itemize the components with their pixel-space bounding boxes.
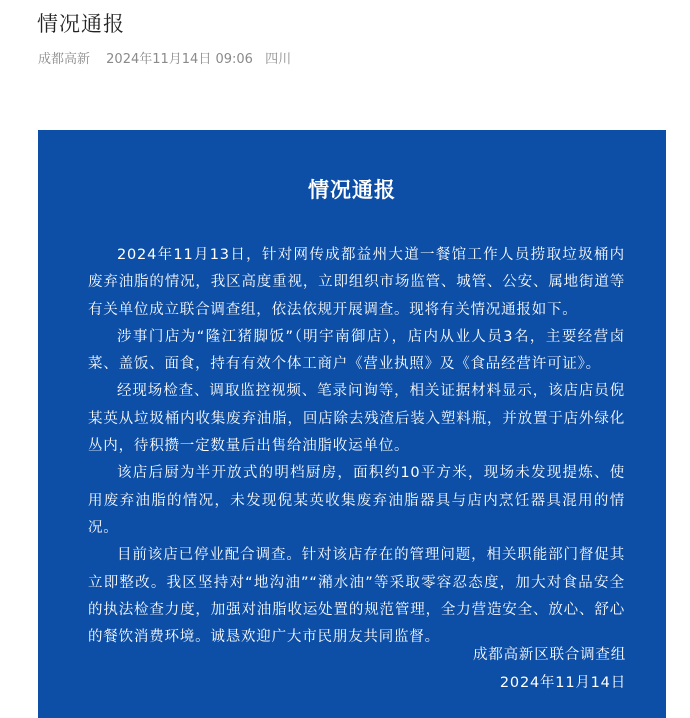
notice-body (88, 242, 625, 651)
article-title: 情况通报 (37, 12, 125, 36)
notice-signature: 成都高新区联合调查组 (473, 647, 626, 663)
source-link[interactable]: 成都高新 (38, 52, 91, 67)
notice-title: 情况通报 (308, 178, 396, 202)
notice-paragraph: 该店后厨为半开放式的明档厨房，面积约10平方米，现场未发现提炼、使用废弃油脂的情况，未发现倪某英收集废弃油脂器具与店内烹饪器具混用的情况。 (88, 465, 625, 536)
notice-paragraph: 目前该店已停业配合调查。针对该店存在的管理问题，相关职能部门督促其立即整改。我区坚持对“地沟油”“潲水油”等采取零容忍态度，加大对食品安全的执法检查力度，加强对油脂收运处置的规范管理，全力营造安全、放心、舒心的餐饮消费环境。诚恳欢迎广大市民朋友共同监督。 (88, 547, 625, 646)
notice-paragraph: 涉事门店为“隆江猪脚饭”（明宇南御店），店内从业人员3名，主要经营卤菜、盖饭、面食，持有有效个体工商户《营业执照》及《食品经营许可证》。 (88, 328, 625, 373)
notice-paragraph: 经现场检查、调取监控视频、笔录问询等，相关证据材料显示，该店店员倪某英从垃圾桶内收集废弃油脂，回店除去残渣后装入塑料瓶，并放置于店外绿化丛内，待积攒一定数量后出售给油脂收运单位。 (88, 383, 625, 455)
notice-paragraph: 2024年11月13日，针对网传成都益州大道一餐馆工作人员捞取垃圾桶内废弃油脂的情况，我区高度重视，立即组织市场监管、城管、公安、属地街道等有关单位成立联合调查组，依法依规开展调查。现将有关情况通报如下。 (88, 247, 625, 318)
article-meta (38, 48, 291, 67)
notice-image (38, 130, 666, 718)
region-label: 四川 (265, 52, 292, 67)
publish-time: 2024年11月14日 09:06 (106, 52, 253, 67)
notice-date: 2024年11月14日 (499, 675, 626, 691)
